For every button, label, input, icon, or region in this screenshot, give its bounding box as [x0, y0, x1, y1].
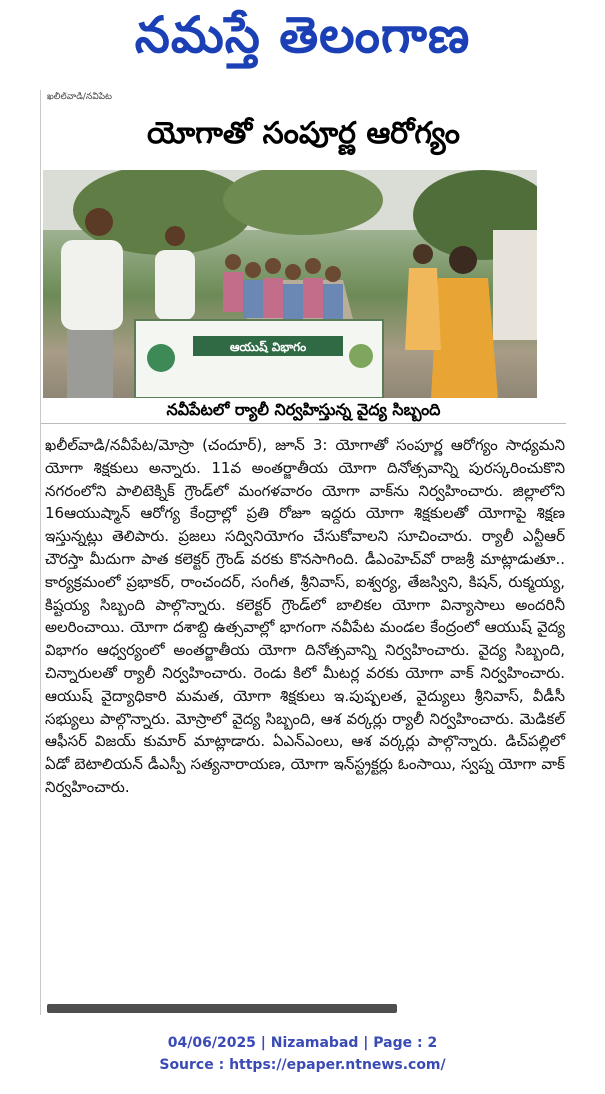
caption-divider: [41, 423, 566, 424]
banner-text: ఆయుష్ విభాగం: [229, 340, 307, 354]
article-body: ఖలీల్‌వాడి/నవీపేట/మోస్రా (చందూర్), జూన్ 3: యోగాతో సంపూర్ణ ఆరోగ్యం సాధ్యమని యోగా శిక్షకులు అన్నారు. 11వ అంతర్జాతీయ యోగా దినోత్సవాన్ని పురస్కరించుకొని నగరంలోని పాలిటెక్నిక్ గ్రౌండ్‌లో మంగళవారం యోగా వాక్‌ను నిర్వహించారు. జిల్లాలోని 16ఆయుష్మాన్ ఆరోగ్య కేంద్రాల్లో ప్రతి రోజూ ఇద్దరు యోగా శిక్షకులతో యోగాపై శిక్షణ ఇస్తున్నట్లు తెలిపారు. ప్రజలు సద్వినియోగం చేసుకోవాలని సూచించారు. ర్యాలీ ఎన్టీఆర్ చౌరస్తా మీదుగా పాత కలెక్టర్ గ్రౌండ్ వరకు కొనసాగింది. డీఎంహెచ్‌వో రాజశ్రీ మాట్లాడుతూ.. కార్యక్రమంలో ప్రభాకర్, రాంచందర్, సంగీత, శ్రీనివాస్, ఐశ్వర్య, తేజస్విని, కిషన్, రుక్మయ్య, కిష్టయ్య సిబ్బంది పాల్గొన్నారు. కలెక్టర్ గ్రౌండ్‌లో బాలికల యోగా విన్యాసాలు అందరినీ అలరించాయి. యోగా దశాబ్ది ఉత్సవాల్లో భాగంగా నవీపేట మండల కేంద్రంలో ఆయుష్ వైద్య విభాగం ఆధ్వర్యంలో అంతర్జాతీయ యోగా దినోత్సవాన్ని నిర్వహించారు. వైద్య సిబ్బంది, చిన్నారులతో ర్యాలీ నిర్వహించారు. రెండు కిలో మీటర్ల వరకు యోగా వాక్ నిర్వహించారు. ఆయుష్ వైద్యాధికారి మమత, యోగా శిక్షకులు ఇ.పుష్పలత, వైద్యులు శ్రీనివాస్, వీడీసీ సభ్యులు పాల్గొన్నారు. మోస్రాలో వైద్య సిబ్బంది, ఆశ వర్కర్లు ర్యాలీ నిర్వహించారు. మెడికల్ ఆఫీసర్ విజయ్ కుమార్ మాట్లాడారు. ఏఎన్ఎంలు, ఆశ వర్కర్లు పాల్గొన్నారు. డిచ్‌పల్లిలో ఏడో బెటాలియన్ డీఎస్పీ సత్యనారాయణ, యోగా ఇన్‌స్ట్రక్టర్లు ఓంసాయి, స్వప్న యోగా వాక్ నిర్వహించారు.: [45, 436, 565, 796]
edition-info: 04/06/2025 | Nizamabad | Page : 2: [167, 1035, 438, 1051]
article-headline: యోగాతో సంపూర్ణ ఆరోగ్యం: [147, 116, 460, 151]
next-article-headline-fragment: [47, 996, 547, 1014]
masthead: [0, 0, 605, 82]
source-link[interactable]: Source : https://epaper.ntnews.com/: [159, 1057, 446, 1073]
dateline: ఖలీల్‌వాడి/నవీపేట: [47, 92, 112, 102]
news-clipping: [40, 90, 566, 1015]
photo-caption: నవీపేటలో ర్యాలీ నిర్వహిస్తున్న వైద్య సిబ్బంది: [166, 400, 441, 419]
article-photo: [43, 170, 537, 398]
masthead-title: నమస్తే తెలంగాణ: [134, 5, 471, 64]
page-footer: [0, 1032, 605, 1076]
